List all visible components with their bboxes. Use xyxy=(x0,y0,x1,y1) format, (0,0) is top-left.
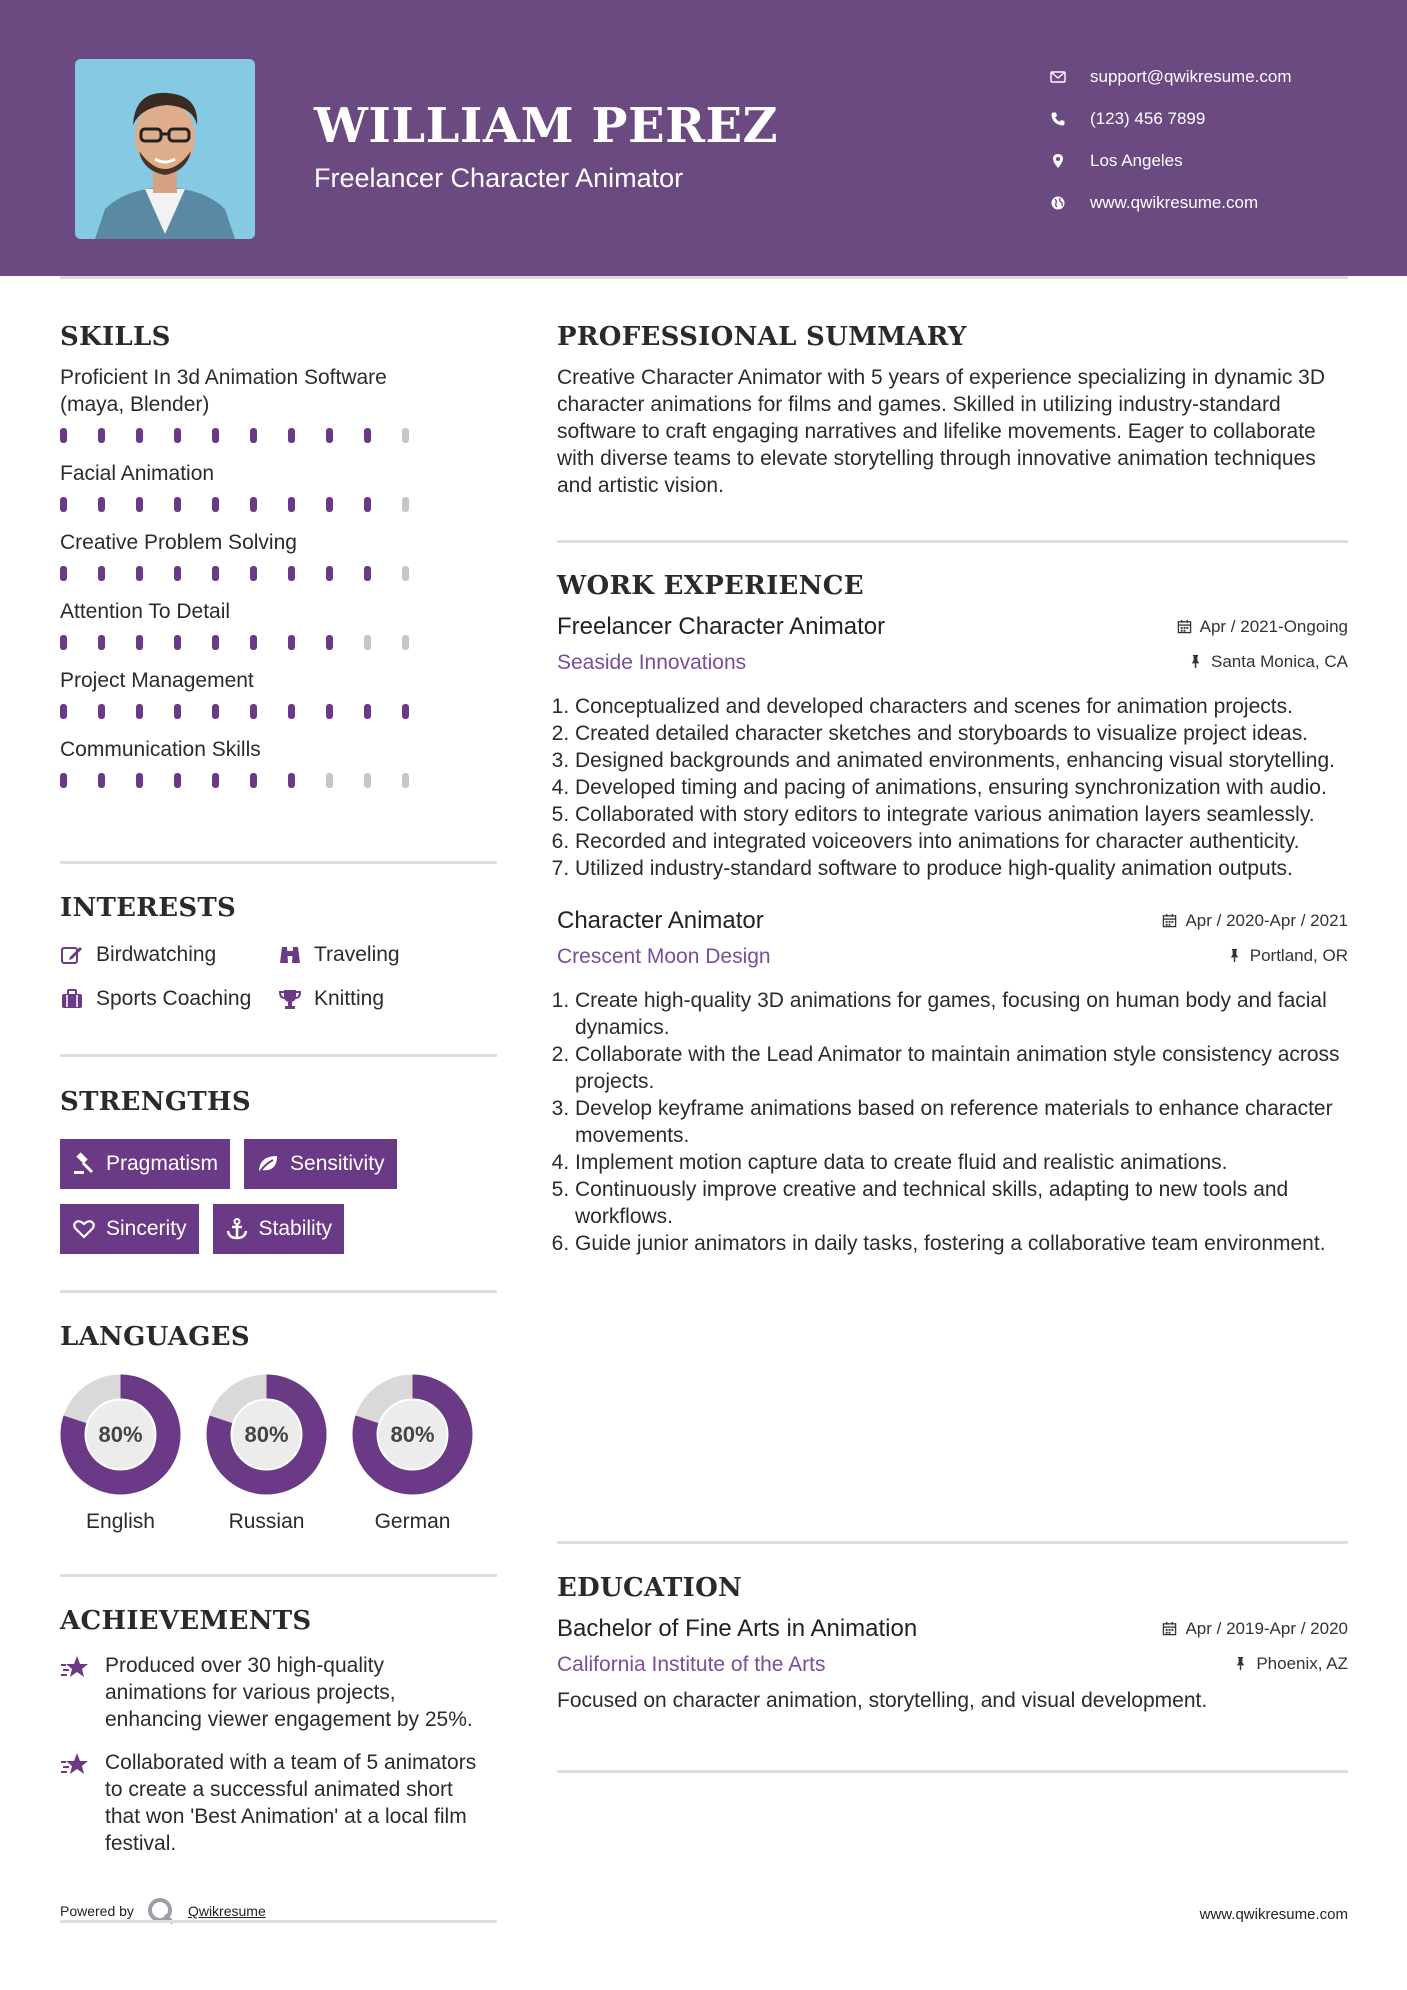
job-title: Character Animator xyxy=(557,907,764,934)
duty-item: 3. Designed backgrounds and animated environments, enhancing visual storytelling. xyxy=(575,747,1348,774)
skill-dot-filled xyxy=(250,497,257,512)
skill-dot-filled xyxy=(60,428,67,443)
skill-dot-empty xyxy=(402,635,409,650)
skill-rating xyxy=(60,566,440,581)
skill-dot-filled xyxy=(98,773,105,788)
skill-dot-filled xyxy=(288,773,295,788)
experience-section xyxy=(557,571,1348,1257)
interests-list xyxy=(60,943,497,1011)
interests-title: INTERESTS xyxy=(60,893,237,923)
duty-item: 1. Conceptualized and developed characters and scenes for animation projects. xyxy=(575,693,1348,720)
education-location xyxy=(1233,1654,1348,1674)
language-item xyxy=(60,1374,181,1534)
achievement-item xyxy=(60,1749,497,1857)
duty-item: 7. Utilized industry-standard software to produce high-quality animation outputs. xyxy=(575,855,1348,882)
skill-name: Attention To Detail xyxy=(60,600,231,623)
skill-dot-filled xyxy=(136,497,143,512)
section-divider xyxy=(60,1054,497,1057)
skill-item xyxy=(60,736,440,788)
skill-dot-filled xyxy=(174,566,181,581)
globe-icon xyxy=(1050,195,1080,211)
strength-chip xyxy=(60,1139,230,1189)
skill-dot-filled xyxy=(250,428,257,443)
strength-chip xyxy=(244,1139,397,1189)
skill-dot-filled xyxy=(174,428,181,443)
skill-item xyxy=(60,529,440,581)
language-percent: 80% xyxy=(98,1422,143,1447)
edit-icon xyxy=(60,943,86,967)
job-company: Seaside Innovations xyxy=(557,651,747,674)
strength-label: Stability xyxy=(258,1217,333,1240)
skills-list xyxy=(60,364,497,788)
skill-rating xyxy=(60,428,440,443)
skill-dot-filled xyxy=(402,704,409,719)
skill-dot-empty xyxy=(402,773,409,788)
skill-dot-filled xyxy=(288,704,295,719)
skill-dot-filled xyxy=(136,635,143,650)
envelope-icon xyxy=(1050,69,1080,85)
strengths-title: STRENGTHS xyxy=(60,1087,251,1117)
achievement-text: Produced over 30 high-quality animations for various projects, enhancing viewer engagement by 25%. xyxy=(105,1654,473,1731)
candidate-name: WILLIAM PEREZ xyxy=(314,98,779,154)
skill-name: Communication Skills xyxy=(60,738,261,761)
contact-location-text: Los Angeles xyxy=(1090,151,1183,170)
contact-phone[interactable] xyxy=(1050,98,1292,140)
section-divider xyxy=(60,1574,497,1577)
skill-dot-filled xyxy=(174,773,181,788)
phone-icon xyxy=(1050,111,1080,127)
contact-email[interactable] xyxy=(1050,56,1292,98)
skill-dot-filled xyxy=(98,704,105,719)
skill-dot-filled xyxy=(288,428,295,443)
skill-dot-filled xyxy=(60,773,67,788)
star-icon xyxy=(60,1652,94,1733)
skill-dot-filled xyxy=(174,497,181,512)
job-entry xyxy=(557,613,1348,882)
strength-chip xyxy=(213,1204,345,1254)
interest-item xyxy=(278,943,478,967)
skill-item xyxy=(60,667,440,719)
skill-dot-filled xyxy=(98,428,105,443)
summary-title: PROFESSIONAL SUMMARY xyxy=(557,322,967,352)
skill-dot-empty xyxy=(326,773,333,788)
skill-rating xyxy=(60,773,440,788)
qwikresume-link[interactable]: Qwikresume xyxy=(187,1903,266,1919)
skill-dot-filled xyxy=(212,566,219,581)
star-icon xyxy=(60,1749,94,1857)
job-company: Crescent Moon Design xyxy=(557,945,771,968)
calendar-icon xyxy=(1177,619,1192,634)
header-divider xyxy=(60,276,1348,279)
section-divider xyxy=(557,540,1348,543)
language-progress-ring xyxy=(352,1374,473,1495)
summary-section xyxy=(557,322,1348,499)
achievement-text: Collaborated with a team of 5 animators to create a successful animated short that won 'Best Animation' at a local film festival. xyxy=(105,1751,477,1855)
education-title: EDUCATION xyxy=(557,1573,743,1603)
skill-dot-filled xyxy=(288,497,295,512)
interest-label: Sports Coaching xyxy=(96,987,252,1010)
education-description: Focused on character animation, storytelling, and visual development. xyxy=(557,1689,1208,1712)
interest-item xyxy=(278,987,478,1011)
education-location-text: Phoenix, AZ xyxy=(1256,1653,1348,1673)
skill-dot-filled xyxy=(60,497,67,512)
pushpin-icon xyxy=(1227,948,1242,963)
section-divider xyxy=(60,1290,497,1293)
skill-name: Creative Problem Solving xyxy=(60,531,297,554)
skill-dot-filled xyxy=(212,635,219,650)
skill-rating xyxy=(60,497,440,512)
skill-rating xyxy=(60,635,440,650)
skill-dot-filled xyxy=(326,566,333,581)
strengths-list xyxy=(60,1139,490,1254)
contact-website-text: www.qwikresume.com xyxy=(1090,193,1259,212)
skill-dot-filled xyxy=(60,635,67,650)
education-school: California Institute of the Arts xyxy=(557,1653,826,1676)
skill-dot-filled xyxy=(98,566,105,581)
skill-rating xyxy=(60,704,440,719)
strength-label: Sincerity xyxy=(106,1217,187,1240)
skill-dot-filled xyxy=(60,566,67,581)
languages-section xyxy=(60,1322,497,1534)
job-entry xyxy=(557,907,1348,1257)
job-date-text: Apr / 2020-Apr / 2021 xyxy=(1185,910,1348,930)
duty-item: 3. Develop keyframe animations based on reference materials to enhance character movements. xyxy=(575,1095,1348,1149)
footer-website[interactable]: www.qwikresume.com xyxy=(1199,1906,1348,1923)
language-percent: 80% xyxy=(244,1422,289,1447)
skill-dot-filled xyxy=(136,704,143,719)
job-location xyxy=(1227,946,1348,966)
trophy-icon xyxy=(278,987,304,1011)
pushpin-icon xyxy=(1188,654,1203,669)
footer-divider xyxy=(60,1920,497,1923)
skill-dot-filled xyxy=(136,428,143,443)
duty-item: 6. Recorded and integrated voiceovers into animations for character authenticity. xyxy=(575,828,1348,855)
strength-label: Pragmatism xyxy=(106,1152,219,1175)
profile-photo xyxy=(75,59,255,239)
job-location-text: Portland, OR xyxy=(1249,945,1348,965)
contact-website[interactable] xyxy=(1050,182,1292,224)
section-divider xyxy=(557,1770,1348,1773)
skill-dot-filled xyxy=(174,635,181,650)
skill-dot-filled xyxy=(288,635,295,650)
interest-label: Traveling xyxy=(314,943,400,966)
duty-item: 1. Create high-quality 3D animations for games, focusing on human body and facial dynamics. xyxy=(575,987,1348,1041)
skill-dot-filled xyxy=(212,428,219,443)
language-progress-ring xyxy=(60,1374,181,1495)
duty-item: 4. Developed timing and pacing of animations, ensuring synchronization with audio. xyxy=(575,774,1348,801)
education-degree: Bachelor of Fine Arts in Animation xyxy=(557,1615,918,1642)
job-location-text: Santa Monica, CA xyxy=(1210,651,1348,671)
interest-label: Birdwatching xyxy=(96,943,217,966)
achievements-section xyxy=(60,1606,497,1857)
language-name: German xyxy=(374,1510,451,1533)
skill-dot-filled xyxy=(250,773,257,788)
skill-item xyxy=(60,460,440,512)
education-date xyxy=(1162,1619,1348,1639)
powered-by-text: Powered by xyxy=(60,1903,134,1919)
interest-label: Knitting xyxy=(314,987,385,1010)
skill-dot-filled xyxy=(364,704,371,719)
skill-dot-filled xyxy=(212,704,219,719)
skill-dot-filled xyxy=(250,566,257,581)
duty-item: 5. Collaborated with story editors to integrate various animation layers seamlessly. xyxy=(575,801,1348,828)
skill-dot-empty xyxy=(402,497,409,512)
skill-dot-filled xyxy=(98,497,105,512)
education-date-text: Apr / 2019-Apr / 2020 xyxy=(1185,1618,1348,1638)
candidate-role: Freelancer Character Animator xyxy=(314,163,684,193)
skill-dot-filled xyxy=(364,497,371,512)
interests-section xyxy=(60,893,497,1011)
skill-dot-filled xyxy=(288,566,295,581)
strength-label: Sensitivity xyxy=(290,1152,385,1175)
skill-name: Project Management xyxy=(60,669,254,692)
job-date xyxy=(1177,617,1348,637)
skills-section xyxy=(60,322,497,788)
duty-item: 2. Created detailed character sketches and storyboards to visualize project ideas. xyxy=(575,720,1348,747)
resume-header xyxy=(0,0,1407,276)
job-duties xyxy=(557,987,1348,1257)
language-item xyxy=(352,1374,473,1534)
job-title: Freelancer Character Animator xyxy=(557,613,886,640)
language-item xyxy=(206,1374,327,1534)
skill-dot-filled xyxy=(136,566,143,581)
achievement-item xyxy=(60,1652,497,1733)
contact-location xyxy=(1050,140,1292,182)
skill-dot-filled xyxy=(136,773,143,788)
skill-dot-filled xyxy=(212,773,219,788)
skill-dot-filled xyxy=(364,566,371,581)
interest-item xyxy=(60,987,278,1011)
binoculars-icon xyxy=(278,943,304,967)
calendar-icon xyxy=(1162,1621,1177,1636)
duty-item: 5. Continuously improve creative and technical skills, adapting to new tools and workflows. xyxy=(575,1176,1348,1230)
skill-dot-filled xyxy=(364,428,371,443)
duty-item: 2. Collaborate with the Lead Animator to maintain animation style consistency across projects. xyxy=(575,1041,1348,1095)
skill-dot-filled xyxy=(250,704,257,719)
skill-dot-filled xyxy=(326,497,333,512)
language-progress-ring xyxy=(206,1374,327,1495)
heart-icon xyxy=(72,1217,96,1241)
education-section xyxy=(557,1573,1348,1714)
skill-dot-filled xyxy=(326,704,333,719)
skill-dot-filled xyxy=(326,635,333,650)
briefcase-icon xyxy=(60,987,86,1011)
job-location xyxy=(1188,652,1348,672)
skill-item xyxy=(60,598,440,650)
duty-item: 4. Implement motion capture data to create fluid and realistic animations. xyxy=(575,1149,1348,1176)
skill-dot-filled xyxy=(250,635,257,650)
job-duties xyxy=(557,693,1348,882)
skill-dot-empty xyxy=(402,566,409,581)
language-name: Russian xyxy=(228,1510,305,1533)
contact-email-text: support@qwikresume.com xyxy=(1090,67,1292,86)
calendar-icon xyxy=(1162,913,1177,928)
skill-name: Facial Animation xyxy=(60,462,215,485)
achievements-title: ACHIEVEMENTS xyxy=(60,1606,312,1636)
languages-list xyxy=(60,1374,497,1534)
summary-text: Creative Character Animator with 5 years of experience specializing in dynamic 3D character animations for films and games. Skilled in utilizing industry-standard software to craft engaging narratives and lifelike movements. Eager to collaborate with diverse teams to elevate storytelling through innovative animation techniques and artistic vision. xyxy=(557,366,1326,497)
anchor-icon xyxy=(225,1217,249,1241)
skill-dot-filled xyxy=(212,497,219,512)
section-divider xyxy=(557,1541,1348,1544)
skill-dot-filled xyxy=(174,704,181,719)
gavel-icon xyxy=(72,1152,96,1176)
skill-dot-filled xyxy=(60,704,67,719)
skills-title: SKILLS xyxy=(60,322,171,352)
languages-title: LANGUAGES xyxy=(60,1322,250,1352)
pushpin-icon xyxy=(1233,1656,1248,1671)
strengths-section xyxy=(60,1087,497,1254)
job-date-text: Apr / 2021-Ongoing xyxy=(1199,616,1348,636)
skill-name: Proficient In 3d Animation Software (maya, Blender) xyxy=(60,366,387,416)
job-date xyxy=(1162,911,1348,931)
skill-dot-empty xyxy=(364,635,371,650)
section-divider xyxy=(60,861,497,864)
experience-title: WORK EXPERIENCE xyxy=(557,571,864,601)
contact-phone-text: (123) 456 7899 xyxy=(1090,109,1206,128)
language-percent: 80% xyxy=(390,1422,435,1447)
skill-dot-filled xyxy=(98,635,105,650)
duty-item: 6. Guide junior animators in daily tasks, fostering a collaborative team environment. xyxy=(575,1230,1348,1257)
skill-dot-empty xyxy=(364,773,371,788)
interest-item xyxy=(60,943,278,967)
language-name: English xyxy=(86,1510,155,1533)
strength-chip xyxy=(60,1204,199,1254)
skill-item xyxy=(60,364,440,443)
leaf-icon xyxy=(256,1152,280,1176)
skill-dot-filled xyxy=(326,428,333,443)
contact-list xyxy=(1050,56,1292,224)
skill-dot-empty xyxy=(402,428,409,443)
map-marker-icon xyxy=(1050,153,1080,169)
